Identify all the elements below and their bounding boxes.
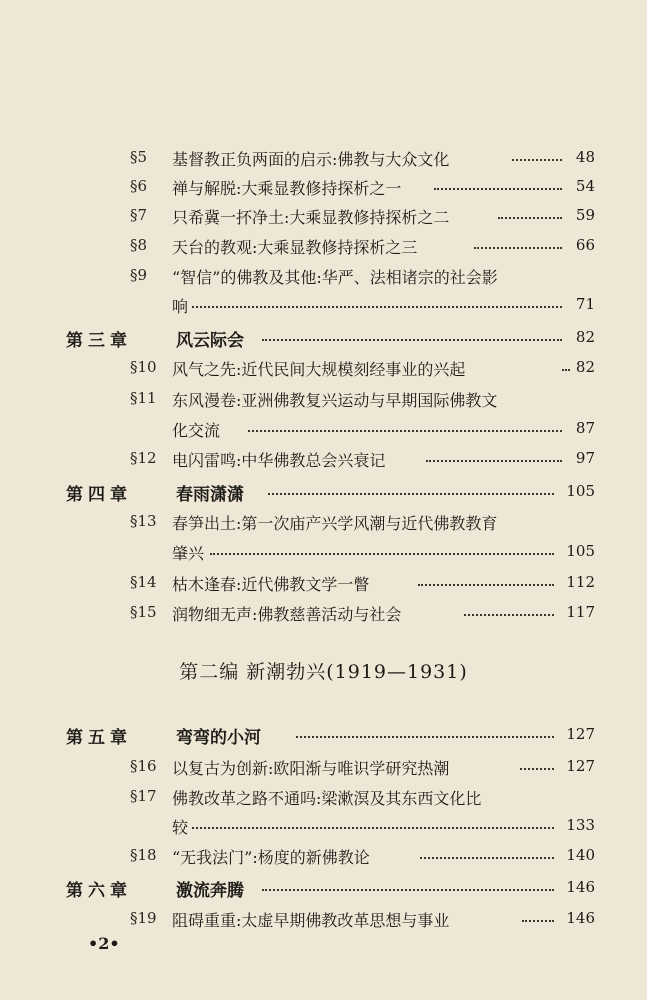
chapter-entry[interactable] [0, 477, 647, 507]
toc-entry[interactable] [0, 231, 647, 261]
section-number: §14 [130, 573, 157, 591]
page-number: 127 [566, 725, 595, 743]
section-number: §7 [130, 206, 148, 224]
page-number: 59 [575, 206, 595, 224]
page-number: 146 [566, 878, 595, 896]
chapter-number: 第五章 [66, 728, 132, 748]
section-number: §18 [130, 846, 157, 864]
section-number: §6 [130, 177, 148, 195]
section-title: 禅与解脱:大乘显教修持探析之一 [172, 179, 402, 198]
chapter-title: 弯弯的小河 [176, 728, 261, 748]
leader-dots [248, 430, 562, 432]
chapter-entry[interactable] [0, 720, 647, 750]
section-title-continued: 化交流 [172, 421, 221, 440]
chapter-entry[interactable] [0, 323, 647, 353]
section-title: 天台的教观:大乘显教修持探析之三 [172, 238, 418, 257]
toc-entry[interactable] [0, 172, 647, 202]
section-title: 电闪雷鸣:中华佛教总会兴衰记 [172, 451, 386, 470]
leader-dots [268, 493, 554, 495]
section-title: 春笋出土:第一次庙产兴学风潮与近代佛教教育 [172, 514, 498, 533]
toc-entry[interactable] [0, 598, 647, 628]
section-number: §13 [130, 512, 157, 530]
section-title-continued: 较 [172, 818, 189, 837]
page-number: 105 [566, 482, 595, 500]
part-heading: 第二编 新潮勃兴(1919—1931) [179, 661, 468, 683]
page-number: 127 [566, 757, 595, 775]
page-footer-number: •2• [88, 934, 120, 953]
leader-dots [520, 768, 554, 770]
chapter-number: 第六章 [66, 881, 132, 901]
leader-dots [192, 827, 554, 829]
page-number: 105 [566, 542, 595, 560]
toc-entry[interactable] [0, 782, 647, 812]
section-title: 枯木逢春:近代佛教文学一瞥 [172, 575, 370, 594]
chapter-number: 第三章 [66, 331, 132, 351]
page-number: 146 [566, 909, 595, 927]
toc-entry[interactable] [0, 384, 647, 414]
chapter-title: 风云际会 [176, 331, 244, 351]
page-number: 66 [575, 236, 595, 254]
section-title-continued: 响 [172, 297, 189, 316]
section-title: 风气之先:近代民间大规模刻经事业的兴起 [172, 360, 466, 379]
section-number: §16 [130, 757, 157, 775]
leader-dots [498, 217, 562, 219]
toc-entry-continuation[interactable] [0, 811, 647, 841]
section-title: 佛教改革之路不通吗:梁漱溟及其东西文化比 [172, 789, 482, 808]
toc-entry[interactable] [0, 143, 647, 173]
section-number: §12 [130, 449, 157, 467]
page-number: 112 [566, 573, 595, 591]
leader-dots [262, 339, 562, 341]
leader-dots [192, 306, 562, 308]
section-number: §15 [130, 603, 157, 621]
page-number: 117 [566, 603, 595, 621]
toc-entry-continuation[interactable] [0, 537, 647, 567]
section-title: “无我法门”:杨度的新佛教论 [172, 848, 370, 867]
section-title: 东风漫卷:亚洲佛教复兴运动与早期国际佛教文 [172, 391, 498, 410]
toc-entry-continuation[interactable] [0, 290, 647, 320]
chapter-number: 第四章 [66, 485, 132, 505]
leader-dots [420, 857, 554, 859]
page-number: 71 [575, 295, 595, 313]
section-title: 基督教正负两面的启示:佛教与大众文化 [172, 150, 450, 169]
page-number: 82 [575, 358, 595, 376]
toc-entry[interactable] [0, 353, 647, 383]
section-number: §11 [130, 389, 157, 407]
section-title: 阻碍重重:太虚早期佛教改革思想与事业 [172, 911, 450, 930]
leader-dots [464, 614, 554, 616]
leader-dots [210, 553, 554, 555]
section-title: 以复古为创新:欧阳渐与唯识学研究热潮 [172, 759, 450, 778]
toc-entry[interactable] [0, 752, 647, 782]
toc-entry[interactable] [0, 261, 647, 291]
section-number: §19 [130, 909, 157, 927]
section-number: §5 [130, 148, 148, 166]
section-title-continued: 肇兴 [172, 544, 205, 563]
leader-dots [262, 889, 554, 891]
toc-entry[interactable] [0, 841, 647, 871]
chapter-entry[interactable] [0, 873, 647, 903]
leader-dots [522, 920, 554, 922]
toc-entry[interactable] [0, 507, 647, 537]
section-title: “智信”的佛教及其他:华严、法相诸宗的社会影 [172, 268, 498, 287]
leader-dots [296, 736, 554, 738]
toc-entry[interactable] [0, 904, 647, 934]
chapter-title: 激流奔腾 [176, 881, 244, 901]
leader-dots [474, 247, 562, 249]
leader-dots [418, 584, 554, 586]
section-number: §9 [130, 266, 148, 284]
leader-dots [512, 159, 562, 161]
page-number: 87 [575, 419, 595, 437]
page-number: 48 [575, 148, 595, 166]
section-number: §17 [130, 787, 157, 805]
chapter-title: 春雨潇潇 [176, 485, 244, 505]
section-title: 润物细无声:佛教慈善活动与社会 [172, 605, 402, 624]
page-number: 97 [575, 449, 595, 467]
toc-entry-continuation[interactable] [0, 414, 647, 444]
page-number: 54 [575, 177, 595, 195]
leader-dots [434, 188, 562, 190]
leader-dots [426, 460, 562, 462]
section-number: §10 [130, 358, 157, 376]
page-number: 140 [566, 846, 595, 864]
page-number: 82 [575, 328, 595, 346]
toc-entry[interactable] [0, 444, 647, 474]
page-number: 133 [566, 816, 595, 834]
section-title: 只希冀一抔净土:大乘显教修持探析之二 [172, 208, 450, 227]
leader-dots [562, 369, 570, 371]
section-number: §8 [130, 236, 148, 254]
toc-entry[interactable] [0, 568, 647, 598]
toc-entry[interactable] [0, 201, 647, 231]
